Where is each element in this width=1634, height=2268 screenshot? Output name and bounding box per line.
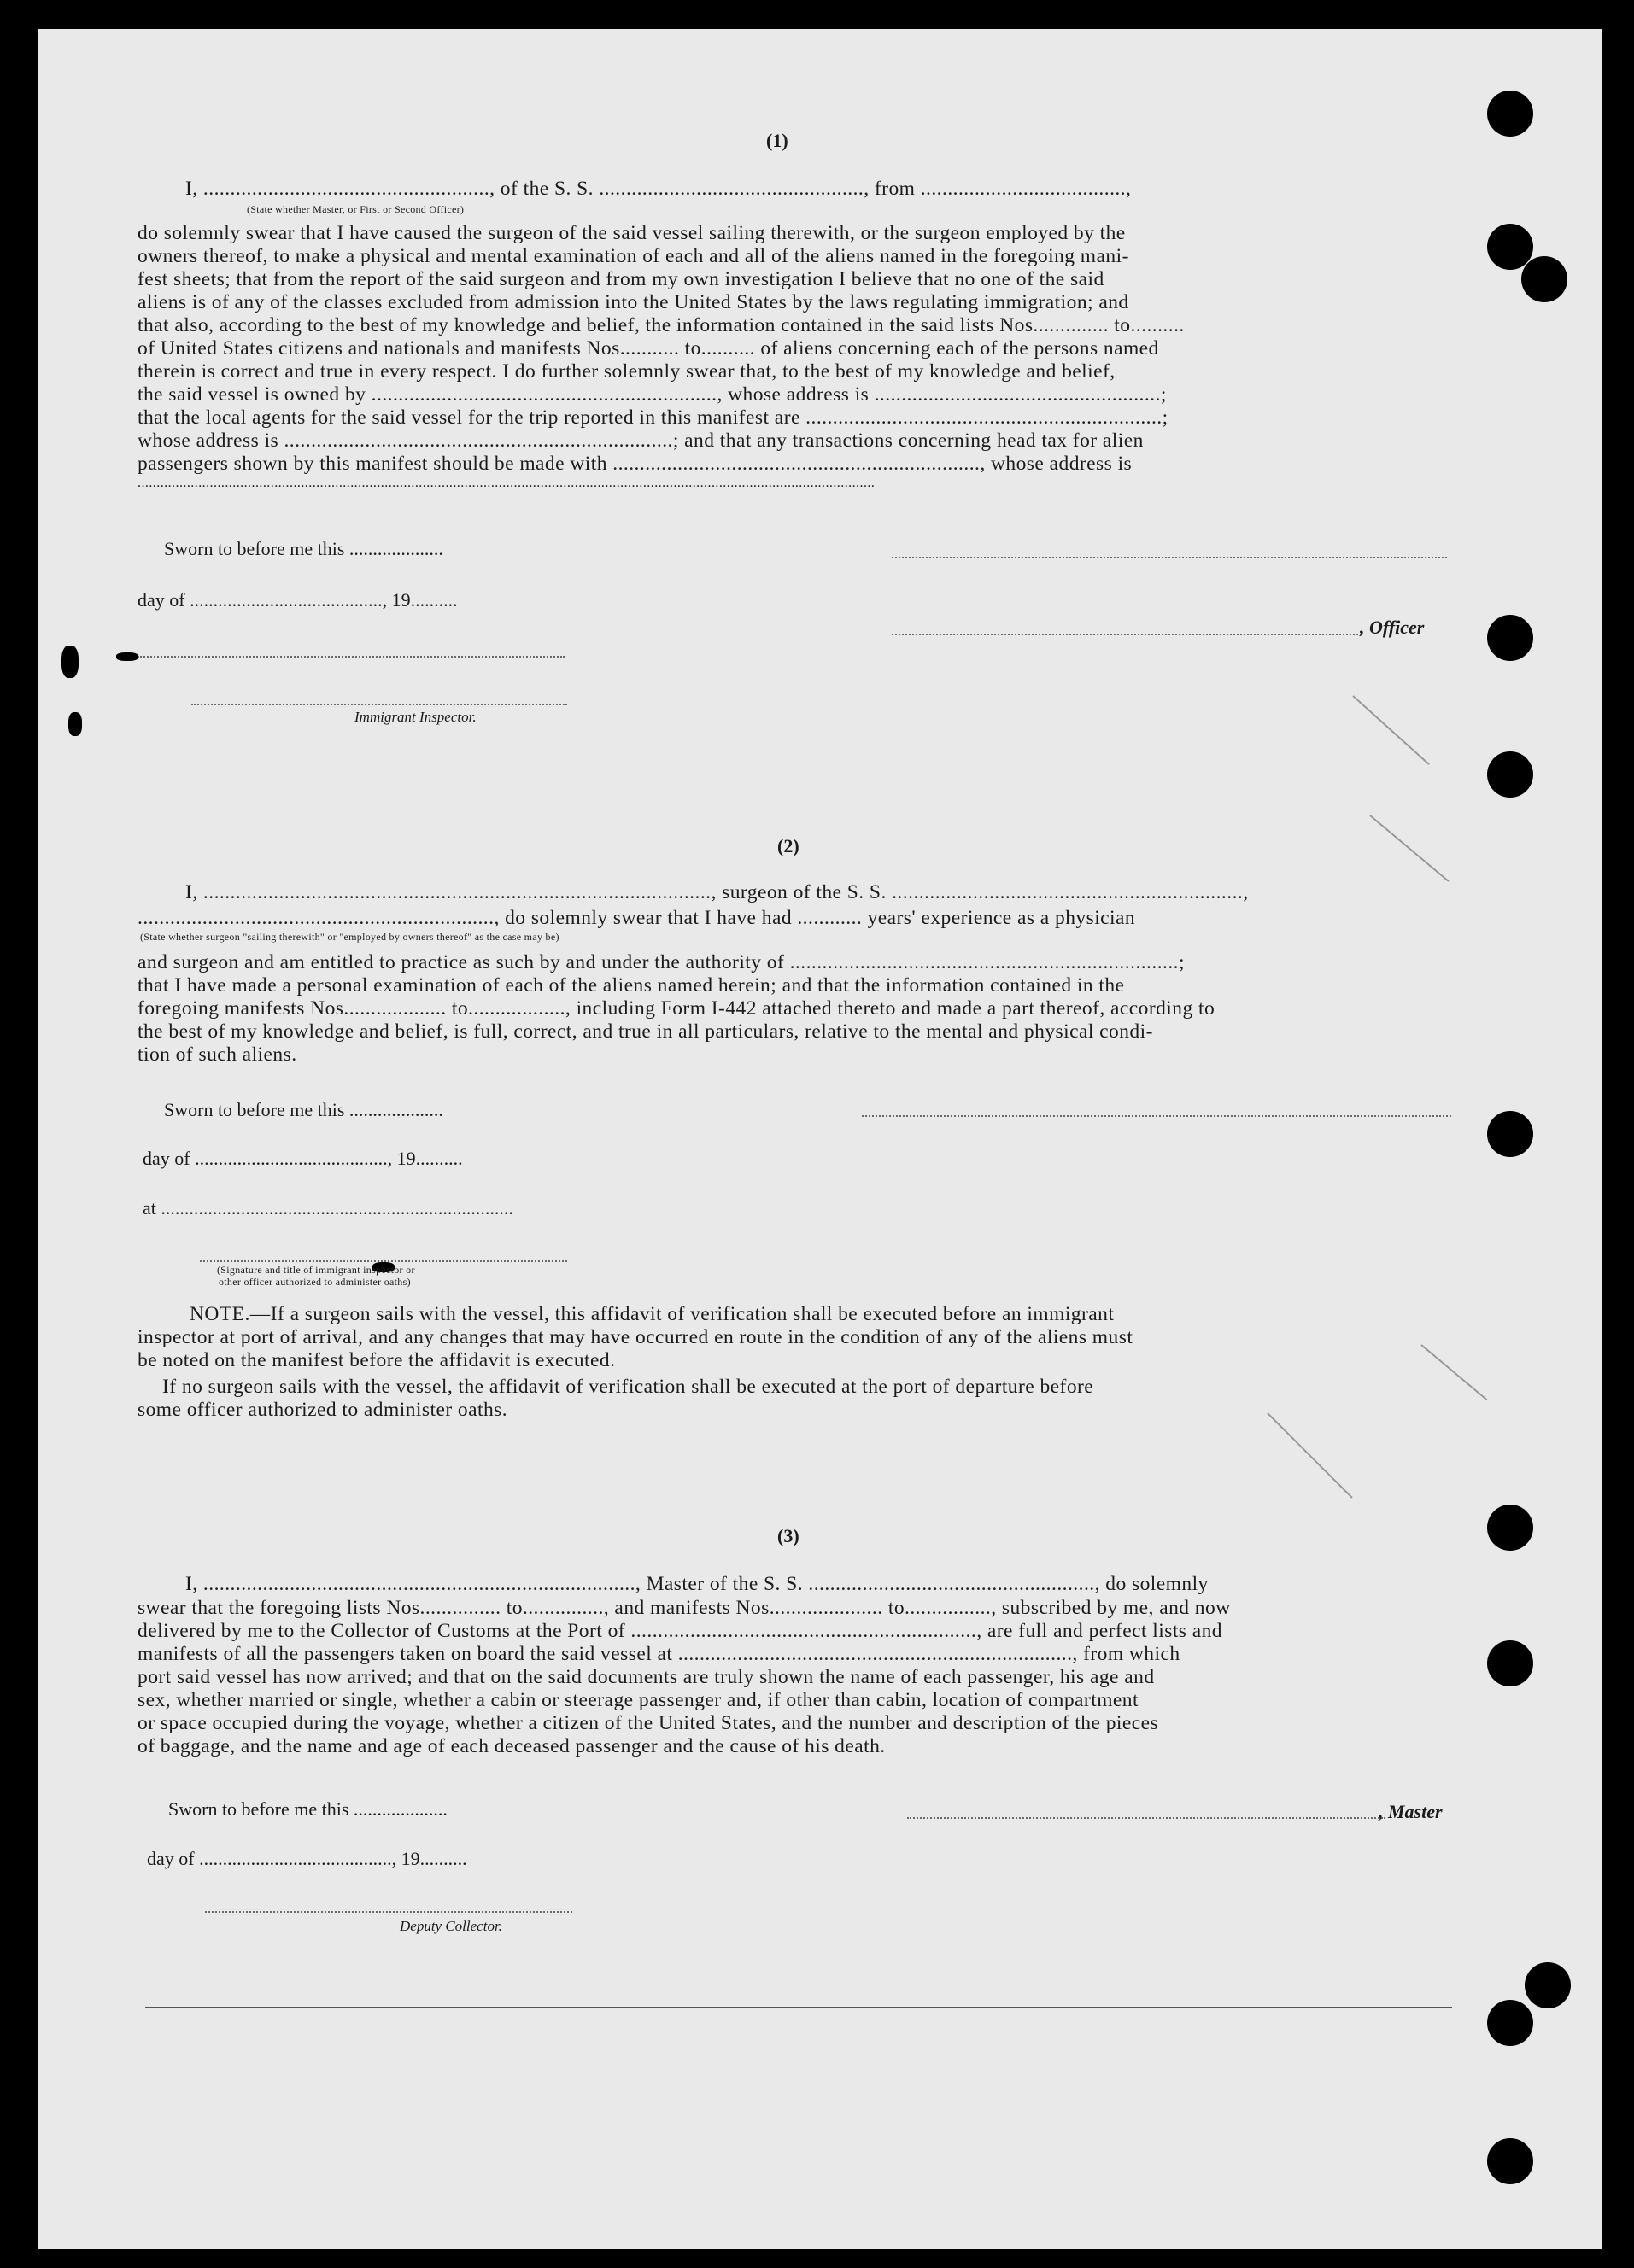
note-paragraph: be noted on the manifest before the affidavit is executed.	[138, 1349, 616, 1371]
inspector-line-2	[191, 704, 567, 705]
bottom-rule	[145, 2007, 1452, 2008]
ink-blot	[61, 646, 79, 678]
deputy-collector-label: Deputy Collector.	[400, 1918, 502, 1934]
master-signature-line	[907, 1817, 1385, 1819]
section-1-line: ..................................................................................................................................................................................................	[138, 476, 876, 490]
section-2-line: .................................................................., do solemnly swear that I have had ............ years' experience as a physician	[138, 907, 1136, 929]
punch-hole	[1487, 615, 1533, 661]
punch-hole	[1487, 751, 1533, 798]
punch-hole	[1487, 1505, 1533, 1551]
officer-label: , Officer	[1360, 617, 1425, 638]
master-label: , Master	[1379, 1801, 1443, 1822]
surgeon-signature-line	[862, 1115, 1451, 1117]
section-1-line: fest sheets; that from the report of the said surgeon and from my own investigation I believe that no one of the said	[138, 268, 1104, 290]
punch-hole	[1487, 224, 1533, 270]
section-1-line: passengers shown by this manifest should be made with ...................................................................., whose address is	[138, 453, 1133, 475]
section-2-number: (2)	[777, 835, 799, 856]
note-paragraph: NOTE.—If a surgeon sails with the vessel, this affidavit of verification shall be executed before an immigrant	[190, 1303, 1115, 1325]
section-3-line: delivered by me to the Collector of Customs at the Port of ................................................................, are full and perfect lists and	[138, 1620, 1222, 1642]
section-1-day: day of ........................................., 19..........	[138, 589, 458, 611]
section-2-line: the best of my knowledge and belief, is full, correct, and true in all particulars, relative to the mental and physical condi-	[138, 1020, 1153, 1043]
section-3-day: day of ........................................., 19..........	[147, 1848, 467, 1869]
section-1-sworn: Sworn to before me this ....................	[164, 538, 443, 559]
signature-note: other officer authorized to administer oaths)	[219, 1276, 411, 1288]
section-1-line: that the local agents for the said vessel for the trip reported in this manifest are ..................................................................;	[138, 406, 1168, 429]
section-3-line: port said vessel has now arrived; and that on the said documents are truly shown the name of each passenger, his age and	[138, 1666, 1155, 1688]
section-1-line: I, ....................................................., of the S. S. ................................................., from ......................................,	[185, 178, 1132, 200]
ink-blot	[116, 652, 138, 661]
section-2-at: at ...........................................................................	[143, 1197, 513, 1219]
punch-hole	[1487, 1111, 1533, 1157]
section-1-line: owners thereof, to make a physical and mental examination of each and all of the aliens named in the foregoing mani-	[138, 245, 1129, 267]
section-1-line: the said vessel is owned by ................................................................, whose address is .....................................................;	[138, 383, 1167, 406]
section-2-line: and surgeon and am entitled to practice as such by and under the authority of ........................................................................;	[138, 951, 1185, 973]
master-officer-note: (State whether Master, or First or Second Officer)	[247, 203, 465, 215]
bleed-through-mark	[1369, 815, 1449, 882]
immigrant-inspector-label: Immigrant Inspector.	[354, 709, 477, 725]
officer-signature-line	[892, 557, 1447, 558]
section-2-day: day of ........................................., 19..........	[143, 1148, 463, 1169]
bleed-through-mark	[1420, 1344, 1487, 1400]
bleed-through-mark	[1267, 1412, 1352, 1498]
section-1-line: that also, according to the best of my knowledge and belief, the information contained in the said lists Nos.............. to..........	[138, 314, 1185, 336]
punch-hole	[1525, 1962, 1571, 2008]
signature-note: (Signature and title of immigrant inspector or	[217, 1264, 415, 1276]
section-3-line: swear that the foregoing lists Nos............... to..............., and manifests Nos..................... to................, subscribed by me, and now	[138, 1597, 1231, 1619]
note-paragraph: some officer authorized to administer oaths.	[138, 1399, 508, 1421]
section-1-line: whose address is ........................................................................; and that any transactions concerning head tax for alien	[138, 430, 1144, 452]
section-3-line: of baggage, and the name and age of each deceased passenger and the cause of his death.	[138, 1735, 886, 1757]
note-paragraph: inspector at port of arrival, and any changes that may have occurred en route in the condition of any of the aliens must	[138, 1326, 1133, 1348]
collector-line	[205, 1911, 572, 1913]
section-1-line: do solemnly swear that I have caused the surgeon of the said vessel sailing therewith, or the surgeon employed by the	[138, 222, 1126, 244]
punch-hole	[1487, 2138, 1533, 2184]
punch-hole	[1487, 1640, 1533, 1686]
section-2-line: that I have made a personal examination of each of the aliens named herein; and that the information contained in the	[138, 974, 1125, 997]
section-3-sworn: Sworn to before me this ....................	[168, 1798, 448, 1820]
punch-hole	[1487, 2000, 1533, 2046]
section-3-line: sex, whether married or single, whether a cabin or steerage passenger and, if other than cabin, location of compartment	[138, 1689, 1139, 1711]
note-paragraph: If no surgeon sails with the vessel, the affidavit of verification shall be executed at the port of departure before	[162, 1376, 1094, 1398]
section-1-number: (1)	[766, 130, 788, 151]
section-3-line: manifests of all the passengers taken on board the said vessel at ........................................................................., from which	[138, 1643, 1180, 1665]
manifest-affidavit-page	[38, 29, 1602, 2249]
section-3-line: I, ................................................................................, Master of the S. S. ....................................................., do solemnly	[185, 1573, 1209, 1595]
inspector-line-1	[138, 656, 565, 658]
signature-title-line	[200, 1260, 567, 1262]
section-2-line: I, .............................................................................................., surgeon of the S. S. .................................................................,	[185, 881, 1249, 903]
punch-hole	[1487, 91, 1533, 137]
section-2-line: foregoing manifests Nos................... to.................., including Form I-442 attached thereto and made a part thereof, according to	[138, 997, 1215, 1020]
section-1-line: aliens is of any of the classes excluded from admission into the United States by the laws regulating immigration; and	[138, 291, 1129, 313]
section-1-line: of United States citizens and nationals and manifests Nos........... to.......... of aliens concerning each of the persons named	[138, 337, 1159, 359]
section-2-sworn: Sworn to before me this ....................	[164, 1099, 443, 1120]
section-3-number: (3)	[777, 1525, 799, 1546]
officer-title-line	[892, 634, 1362, 635]
ink-blot	[68, 712, 82, 736]
section-1-line: therein is correct and true in every respect. I do further solemnly swear that, to the best of my knowledge and belief,	[138, 360, 1116, 383]
section-2-line: tion of such aliens.	[138, 1043, 297, 1066]
surgeon-type-note: (State whether surgeon "sailing therewith" or "employed by owners thereof" as the case may be)	[140, 931, 559, 943]
bleed-through-mark	[1352, 695, 1430, 765]
section-3-line: or space occupied during the voyage, whether a citizen of the United States, and the number and description of the pieces	[138, 1712, 1159, 1734]
punch-hole	[1521, 256, 1567, 302]
